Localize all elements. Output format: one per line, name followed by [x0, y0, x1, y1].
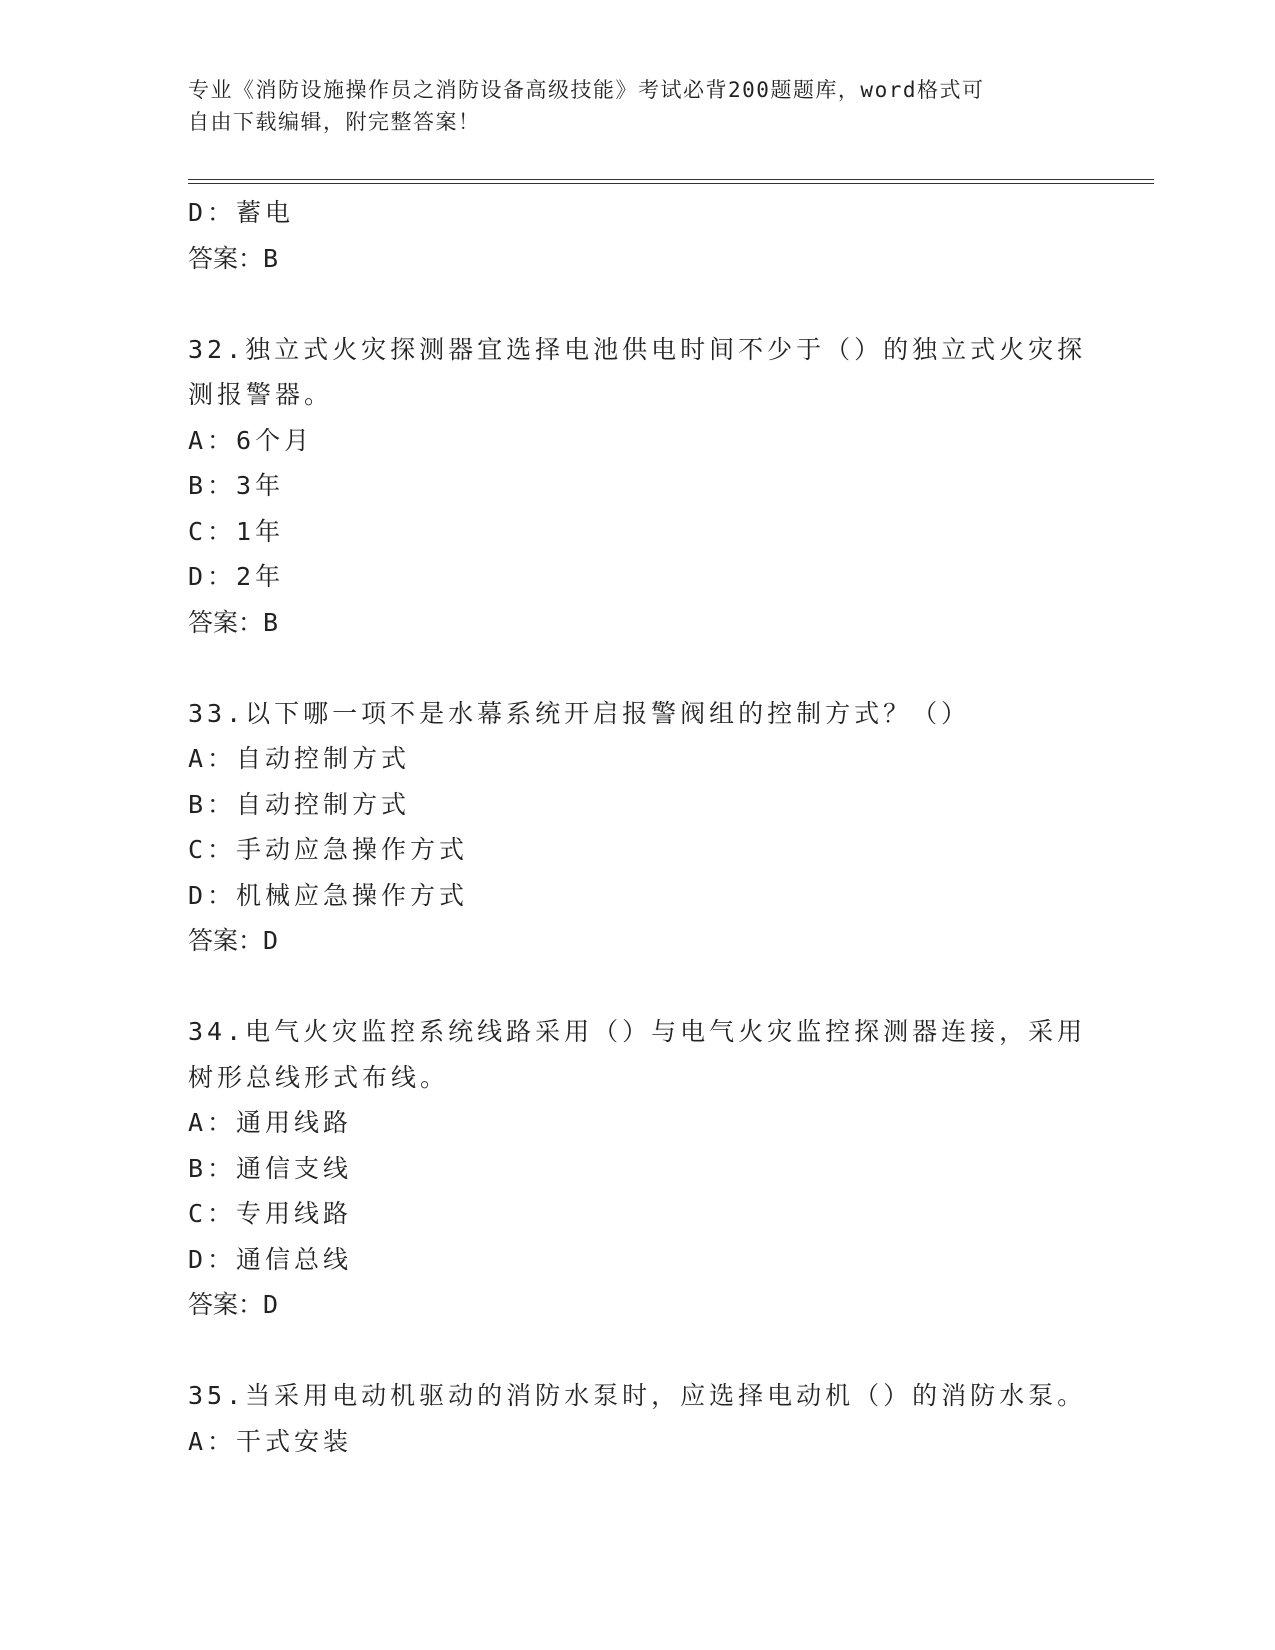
question-text-line-2: 测报警器。 — [188, 380, 334, 409]
answer-line: 答案：D — [188, 1290, 279, 1319]
question-text-line-1: 35.当采用电动机驱动的消防水泵时，应选择电动机（）的消防水泵。 — [188, 1381, 1087, 1410]
option-a: A：干式安装 — [188, 1426, 353, 1456]
option-c: C：1年 — [188, 516, 285, 546]
previous-question-tail — [188, 190, 1088, 281]
option-b: B：通信支线 — [188, 1153, 353, 1183]
question-32 — [188, 327, 1088, 646]
question-35 — [188, 1373, 1088, 1464]
option-d: D：蓄电 — [188, 198, 295, 227]
header-divider-bottom — [188, 183, 1154, 184]
question-text-line-1: 33.以下哪一项不是水幕系统开启报警阀组的控制方式？（） — [188, 698, 971, 728]
question-list — [188, 190, 1088, 1464]
option-a: A：通用线路 — [188, 1108, 353, 1137]
spacer — [188, 1328, 1088, 1374]
answer-line: 答案：B — [188, 243, 279, 273]
spacer — [188, 281, 1088, 327]
option-c: C：手动应急操作方式 — [188, 835, 469, 864]
question-33 — [188, 691, 1088, 964]
header-line-1: 专业《消防设施操作员之消防设备高级技能》考试必背200题题库，word格式可 — [188, 78, 985, 102]
option-d: D：2年 — [188, 562, 285, 591]
header-line-2: 自由下载编辑，附完整答案！ — [188, 110, 481, 134]
document-header — [188, 74, 1068, 138]
option-d: D：机械应急操作方式 — [188, 880, 469, 910]
spacer — [188, 645, 1088, 691]
question-text-line-1: 34.电气火灾监控系统线路采用（）与电气火灾监控探测器连接，采用 — [188, 1017, 1087, 1046]
answer-line: 答案：B — [188, 607, 279, 637]
option-b: B：自动控制方式 — [188, 789, 411, 819]
question-text-line-1: 32.独立式火灾探测器宜选择电池供电时间不少于（）的独立式火灾探 — [188, 334, 1087, 364]
option-d: D：通信总线 — [188, 1244, 353, 1274]
option-c: C：专用线路 — [188, 1199, 353, 1228]
option-a: A：6个月 — [188, 425, 314, 455]
question-text-line-2: 树形总线形式布线。 — [188, 1062, 450, 1092]
header-divider-top — [188, 179, 1154, 180]
question-34 — [188, 1009, 1088, 1328]
spacer — [188, 964, 1088, 1010]
answer-line: 答案：D — [188, 926, 279, 955]
option-b: B：3年 — [188, 471, 285, 500]
option-a: A：自动控制方式 — [188, 744, 411, 773]
